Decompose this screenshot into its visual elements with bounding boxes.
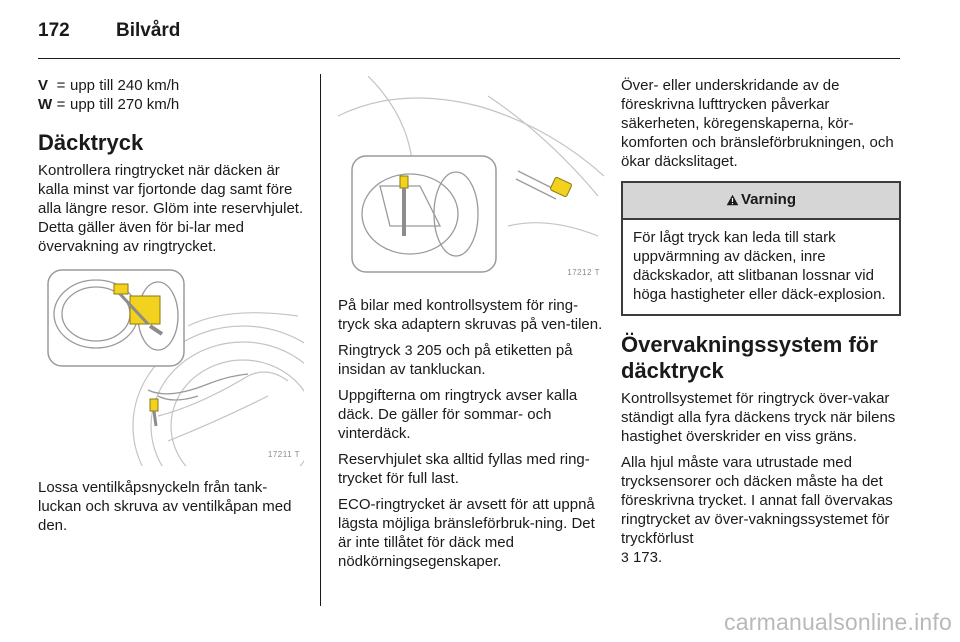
paragraph-tpms-ref bbox=[621, 453, 901, 567]
warning-header bbox=[623, 183, 899, 220]
header-rule bbox=[38, 58, 900, 59]
speed-eq: = bbox=[56, 96, 66, 113]
paragraph: Över- eller underskridande av de föreskrivna lufttrycken påverkar säkerheten, köregenskaperna, kör-komforten och bränsleförbrukningen, och ökar däckslitaget. bbox=[621, 77, 894, 170]
section-heading-tpms: Övervakningssystem för däcktryck bbox=[621, 332, 878, 383]
speed-eq: = bbox=[56, 77, 66, 94]
figure-illustration bbox=[338, 76, 604, 284]
section-title: Bilvård bbox=[116, 20, 181, 41]
figure-adapter-on-valve bbox=[338, 76, 604, 284]
column-1 bbox=[38, 76, 304, 542]
speed-key: W bbox=[38, 96, 53, 113]
speed-rating-w bbox=[38, 95, 304, 114]
figure-code: 17211 T bbox=[267, 450, 300, 459]
figure-illustration bbox=[38, 266, 304, 466]
ref-text: Ringtryck bbox=[338, 342, 401, 359]
ref-text: Alla hjul måste vara utrustade med trycksensorer och däcken måste ha det föreskrivna trycket. I annat fall övervakas ringtrycket av över-vakningssystemet för tryckförlust bbox=[621, 454, 893, 547]
page-ref-arrow-icon: 3 bbox=[621, 549, 629, 565]
speed-key: V bbox=[38, 77, 49, 94]
paragraph-pressure-ref bbox=[338, 341, 604, 379]
paragraph: Uppgifterna om ringtryck avser kalla däck. De gäller för sommar- och vinterdäck. bbox=[338, 387, 578, 442]
paragraph: ECO-ringtrycket är avsett för att uppnå lägsta möjliga bränsleförbruk-ning. Det är inte tillåtet för däck med nödkörningsegenskaper. bbox=[338, 496, 595, 570]
warning-box bbox=[621, 181, 901, 316]
page-ref-arrow-icon: 3 bbox=[404, 342, 413, 358]
speed-value: upp till 270 km/h bbox=[70, 96, 180, 113]
paragraph: Kontrollsystemet för ringtryck över-vakar ständigt alla fyra däckens tryck när bilens hastighet överskrider en viss gräns. bbox=[621, 390, 896, 445]
paragraph: Reservhjulet ska alltid fyllas med ring-trycket för full last. bbox=[338, 451, 590, 487]
paragraph: Lossa ventilkåpsnyckeln från tank-luckan och skruva av ventilkåpan med den. bbox=[38, 479, 292, 534]
column-3 bbox=[621, 76, 901, 574]
watermark: carmanualsonline.info bbox=[724, 609, 952, 635]
speed-value: upp till 240 km/h bbox=[70, 77, 180, 94]
warning-triangle-icon bbox=[726, 192, 739, 211]
page-number: 172 bbox=[38, 20, 70, 41]
column-divider bbox=[320, 74, 321, 606]
section-heading-tire-pressure: Däcktryck bbox=[38, 130, 144, 155]
ref-page: 173. bbox=[632, 549, 663, 566]
warning-title: Varning bbox=[740, 191, 796, 208]
page-header bbox=[38, 20, 180, 42]
warning-body: För lågt tryck kan leda till stark uppvärmning av däcken, inre däckskador, att slitbanan lossnar vid höga hastigheter eller däck-explosion. bbox=[633, 229, 886, 303]
figure-code: 17212 T bbox=[567, 268, 600, 277]
paragraph: På bilar med kontrollsystem för ring-tryck ska adaptern skruvas på ven-tilen. bbox=[338, 297, 603, 333]
ref-text: 205 och på etiketten på insidan av tankluckan. bbox=[338, 342, 573, 378]
column-2 bbox=[338, 76, 604, 578]
speed-rating-v bbox=[38, 76, 304, 95]
paragraph: Kontrollera ringtrycket när däcken är kalla minst var fjortonde dag samt före alla längre resor. Glöm inte reservhjulet. Detta gäller även för bi-lar med övervakning av ringtrycket. bbox=[38, 162, 304, 255]
figure-valve-cap-removal bbox=[38, 266, 304, 466]
